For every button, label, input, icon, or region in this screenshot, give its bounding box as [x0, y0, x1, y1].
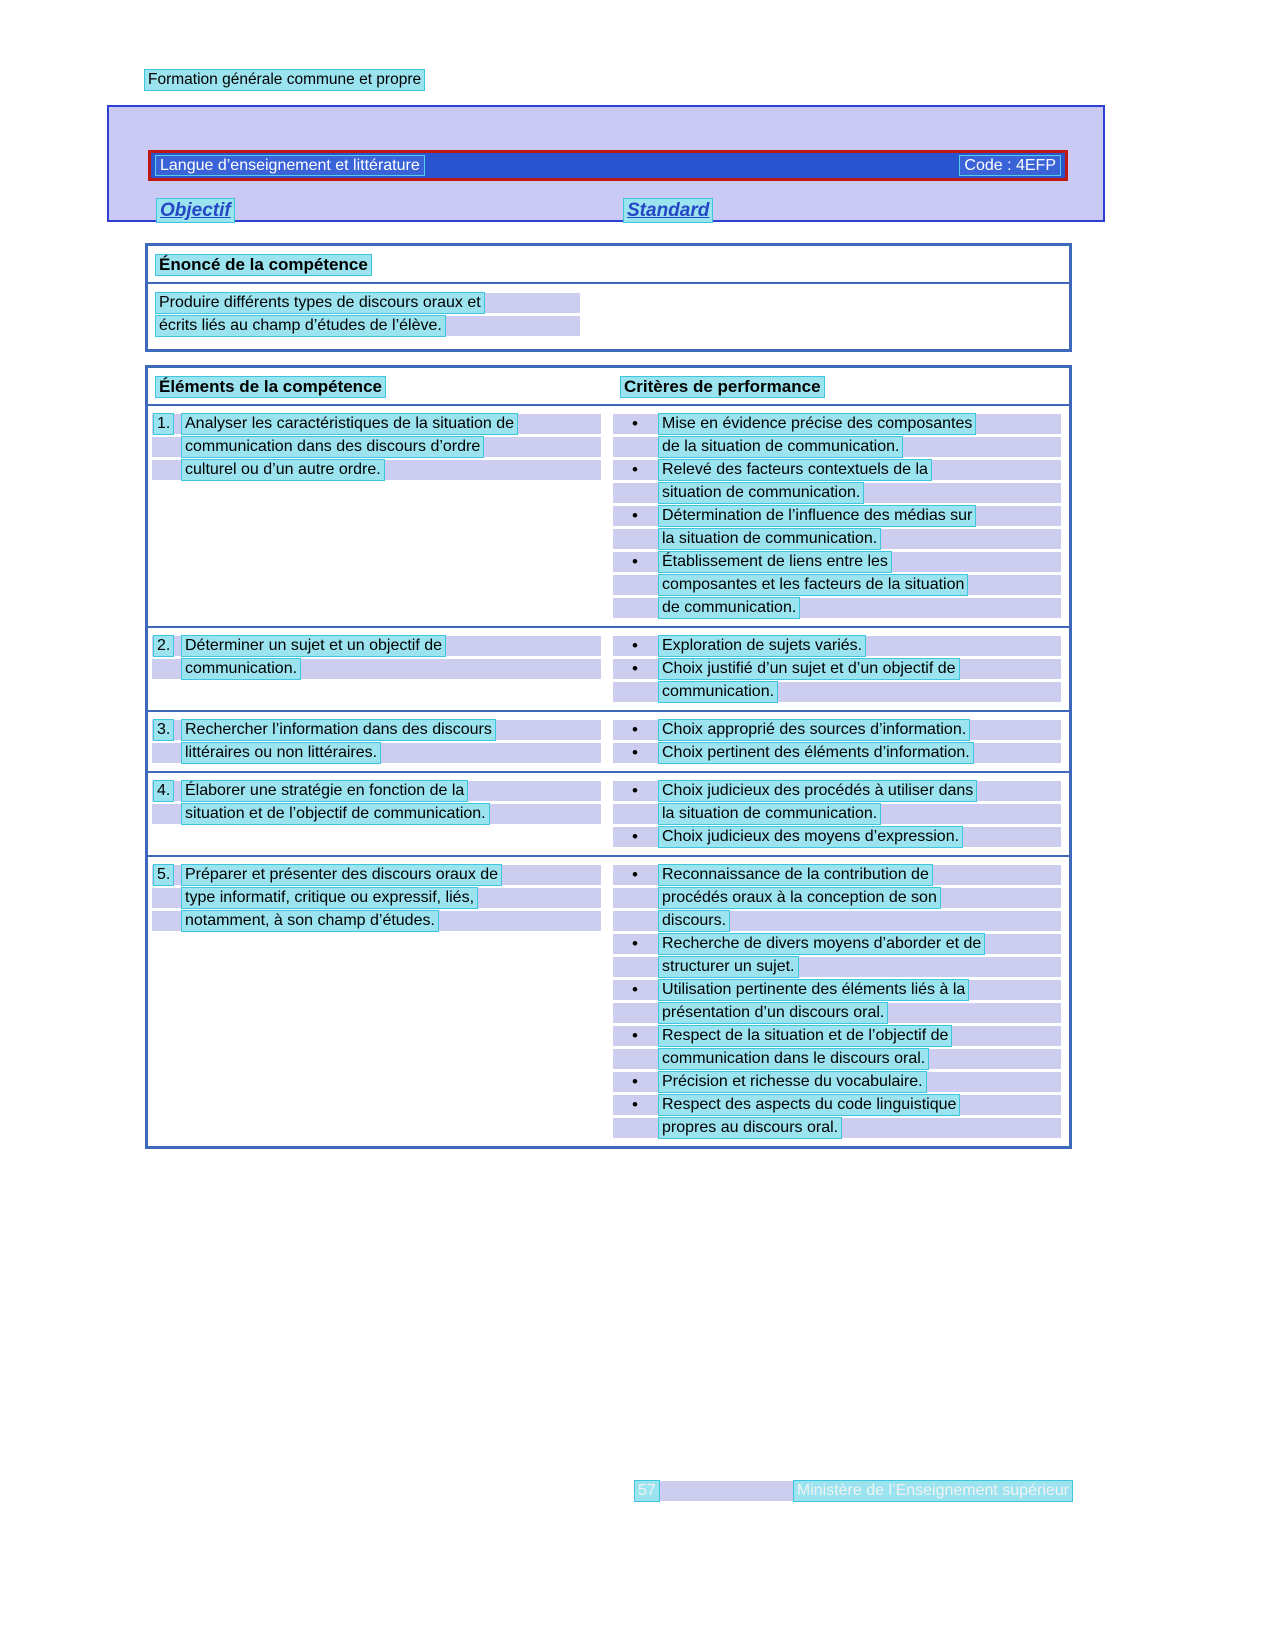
criteria-item [613, 659, 1069, 702]
section-label-text: Formation générale commune et propre [145, 70, 424, 90]
criteria-line [613, 804, 1061, 824]
bullet-icon: • [632, 506, 638, 525]
enonce-body [148, 284, 1069, 349]
criteria-item [613, 1026, 1069, 1069]
bullet-icon: • [632, 659, 638, 678]
element-text: littéraires ou non littéraires. [182, 743, 380, 763]
element-line [152, 460, 601, 480]
criteria-line [613, 1072, 1061, 1092]
header-elements: Éléments de la compétence [156, 377, 385, 397]
criteria-item [613, 506, 1069, 549]
criteria-text: Exploration de sujets variés. [659, 636, 865, 656]
bullet-icon: • [632, 781, 638, 800]
table-row [148, 855, 1069, 1146]
criteria-text: la situation de communication. [659, 529, 880, 549]
title-panel [107, 105, 1105, 222]
element-number: 1. [154, 414, 173, 434]
criteria-line [613, 552, 1061, 572]
ministry-name: Ministère de l’Enseignement supérieur [794, 1481, 1072, 1501]
criteria-item [613, 636, 1069, 656]
bullet-icon: • [632, 980, 638, 999]
criteria-line [613, 1026, 1061, 1046]
course-title: Langue d’enseignement et littérature [156, 156, 424, 175]
criteria-text: Choix justifié d’un sujet et d’un objectif de [659, 659, 959, 679]
enonce-box [145, 243, 1072, 352]
criteria-item [613, 865, 1069, 931]
criteria-text: Mise en évidence précise des composantes [659, 414, 975, 434]
enonce-line [156, 293, 580, 313]
element-number: 3. [154, 720, 173, 740]
criteria-item [613, 1095, 1069, 1138]
bullet-icon: • [632, 1095, 638, 1114]
element-line [152, 781, 601, 801]
criteria-item [613, 1072, 1069, 1092]
criteria-text: Détermination de l’influence des médias sur [659, 506, 975, 526]
element-number: 2. [154, 636, 173, 656]
criteria-item [613, 827, 1069, 847]
standard-label [624, 199, 712, 222]
element-cell [148, 781, 613, 850]
header-criteres: Critères de performance [621, 377, 824, 397]
objectif-text: Objectif [157, 199, 234, 222]
element-cell [148, 636, 613, 705]
header-elements-cell [148, 377, 613, 397]
criteria-item [613, 781, 1069, 824]
bullet-icon: • [632, 1026, 638, 1045]
criteria-line [613, 827, 1061, 847]
criteria-item [613, 460, 1069, 503]
criteria-line [613, 865, 1061, 885]
element-text: Préparer et présenter des discours oraux de [182, 865, 501, 885]
bullet-icon: • [632, 827, 638, 846]
element-line [152, 911, 601, 931]
element-text: Rechercher l’information dans des discours [182, 720, 495, 740]
element-line [152, 720, 601, 740]
table-row [148, 406, 1069, 626]
element-text: Déterminer un sujet et un objectif de [182, 636, 445, 656]
bullet-icon: • [632, 865, 638, 884]
page-footer [635, 1481, 1072, 1501]
element-text: communication. [182, 659, 300, 679]
criteria-line [613, 888, 1061, 908]
criteria-item [613, 414, 1069, 457]
element-text: situation et de l’objectif de communication. [182, 804, 489, 824]
element-cell [148, 865, 613, 1141]
criteria-text: Relevé des facteurs contextuels de la [659, 460, 931, 480]
bullet-icon: • [632, 460, 638, 479]
criteria-item [613, 980, 1069, 1023]
criteria-item [613, 552, 1069, 618]
criteria-line [613, 575, 1061, 595]
criteria-cell [613, 414, 1069, 621]
criteria-text: Respect de la situation et de l’objectif de [659, 1026, 951, 1046]
criteria-text: Choix pertinent des éléments d’information. [659, 743, 973, 763]
table-row [148, 771, 1069, 855]
criteria-line [613, 598, 1061, 618]
bullet-icon: • [632, 1072, 638, 1091]
criteria-text: Choix approprié des sources d’information. [659, 720, 969, 740]
criteria-line [613, 957, 1061, 977]
criteria-text: présentation d’un discours oral. [659, 1003, 887, 1023]
element-cell [148, 720, 613, 766]
element-line [152, 414, 601, 434]
criteria-line [613, 934, 1061, 954]
criteria-item [613, 720, 1069, 740]
criteria-text: de communication. [659, 598, 799, 618]
objectif-label [157, 199, 234, 222]
criteria-line [613, 1049, 1061, 1069]
element-line [152, 804, 601, 824]
element-line [152, 743, 601, 763]
course-code: Code : 4EFP [960, 156, 1060, 175]
criteria-text: Établissement de liens entre les [659, 552, 891, 572]
criteria-line [613, 506, 1061, 526]
criteria-line [613, 636, 1061, 656]
criteria-text: Choix judicieux des procédés à utiliser dans [659, 781, 976, 801]
criteria-item [613, 743, 1069, 763]
competence-table [145, 365, 1072, 1149]
criteria-line [613, 483, 1061, 503]
criteria-line [613, 460, 1061, 480]
bullet-icon: • [632, 636, 638, 655]
criteria-text: Recherche de divers moyens d’aborder et de [659, 934, 984, 954]
enonce-heading-row [148, 246, 1069, 284]
criteria-text: Reconnaissance de la contribution de [659, 865, 932, 885]
bullet-icon: • [632, 743, 638, 762]
criteria-line [613, 781, 1061, 801]
standard-text: Standard [624, 199, 712, 222]
header-criteres-cell [613, 377, 824, 397]
enonce-line [156, 316, 580, 336]
criteria-text: Choix judicieux des moyens d’expression. [659, 827, 962, 847]
enonce-text: Produire différents types de discours oraux et [156, 293, 484, 313]
criteria-line [613, 682, 1061, 702]
criteria-text: la situation de communication. [659, 804, 880, 824]
criteria-text: de la situation de communication. [659, 437, 902, 457]
table-row [148, 626, 1069, 710]
criteria-line [613, 659, 1061, 679]
criteria-cell [613, 636, 1069, 705]
element-line [152, 659, 601, 679]
element-text: Analyser les caractéristiques de la situation de [182, 414, 517, 434]
criteria-item [613, 934, 1069, 977]
criteria-cell [613, 781, 1069, 850]
criteria-line [613, 911, 1061, 931]
element-line [152, 636, 601, 656]
criteria-text: communication. [659, 682, 777, 702]
criteria-text: propres au discours oral. [659, 1118, 841, 1138]
bullet-icon: • [632, 934, 638, 953]
element-cell [148, 414, 613, 621]
criteria-text: situation de communication. [659, 483, 863, 503]
criteria-line [613, 1003, 1061, 1023]
criteria-line [613, 1095, 1061, 1115]
element-number: 5. [154, 865, 173, 885]
table-row [148, 710, 1069, 771]
criteria-text: composantes et les facteurs de la situation [659, 575, 967, 595]
criteria-line [613, 743, 1061, 763]
element-text: communication dans des discours d’ordre [182, 437, 483, 457]
enonce-text: écrits liés au champ d’études de l’élève. [156, 316, 445, 336]
element-text: culturel ou d’un autre ordre. [182, 460, 384, 480]
criteria-text: Précision et richesse du vocabulaire. [659, 1072, 926, 1092]
criteria-line [613, 720, 1061, 740]
criteria-text: structurer un sujet. [659, 957, 798, 977]
bullet-icon: • [632, 414, 638, 433]
criteria-text: discours. [659, 911, 729, 931]
criteria-text: Utilisation pertinente des éléments liés à la [659, 980, 968, 1000]
page-number: 57 [635, 1481, 659, 1501]
criteria-line [613, 529, 1061, 549]
element-line [152, 888, 601, 908]
element-line [152, 437, 601, 457]
criteria-line [613, 1118, 1061, 1138]
element-text: type informatif, critique ou expressif, liés, [182, 888, 477, 908]
section-label [145, 70, 424, 90]
criteria-line [613, 414, 1061, 434]
criteria-line [613, 980, 1061, 1000]
element-text: notamment, à son champ d’études. [182, 911, 438, 931]
criteria-cell [613, 865, 1069, 1141]
table-header [148, 368, 1069, 406]
element-number: 4. [154, 781, 173, 801]
criteria-line [613, 437, 1061, 457]
element-line [152, 865, 601, 885]
bullet-icon: • [632, 552, 638, 571]
enonce-heading: Énoncé de la compétence [156, 255, 371, 275]
course-title-bar [148, 150, 1068, 181]
criteria-text: Respect des aspects du code linguistique [659, 1095, 959, 1115]
bullet-icon: • [632, 720, 638, 739]
criteria-text: procédés oraux à la conception de son [659, 888, 940, 908]
criteria-text: communication dans le discours oral. [659, 1049, 928, 1069]
criteria-cell [613, 720, 1069, 766]
element-text: Élaborer une stratégie en fonction de la [182, 781, 467, 801]
